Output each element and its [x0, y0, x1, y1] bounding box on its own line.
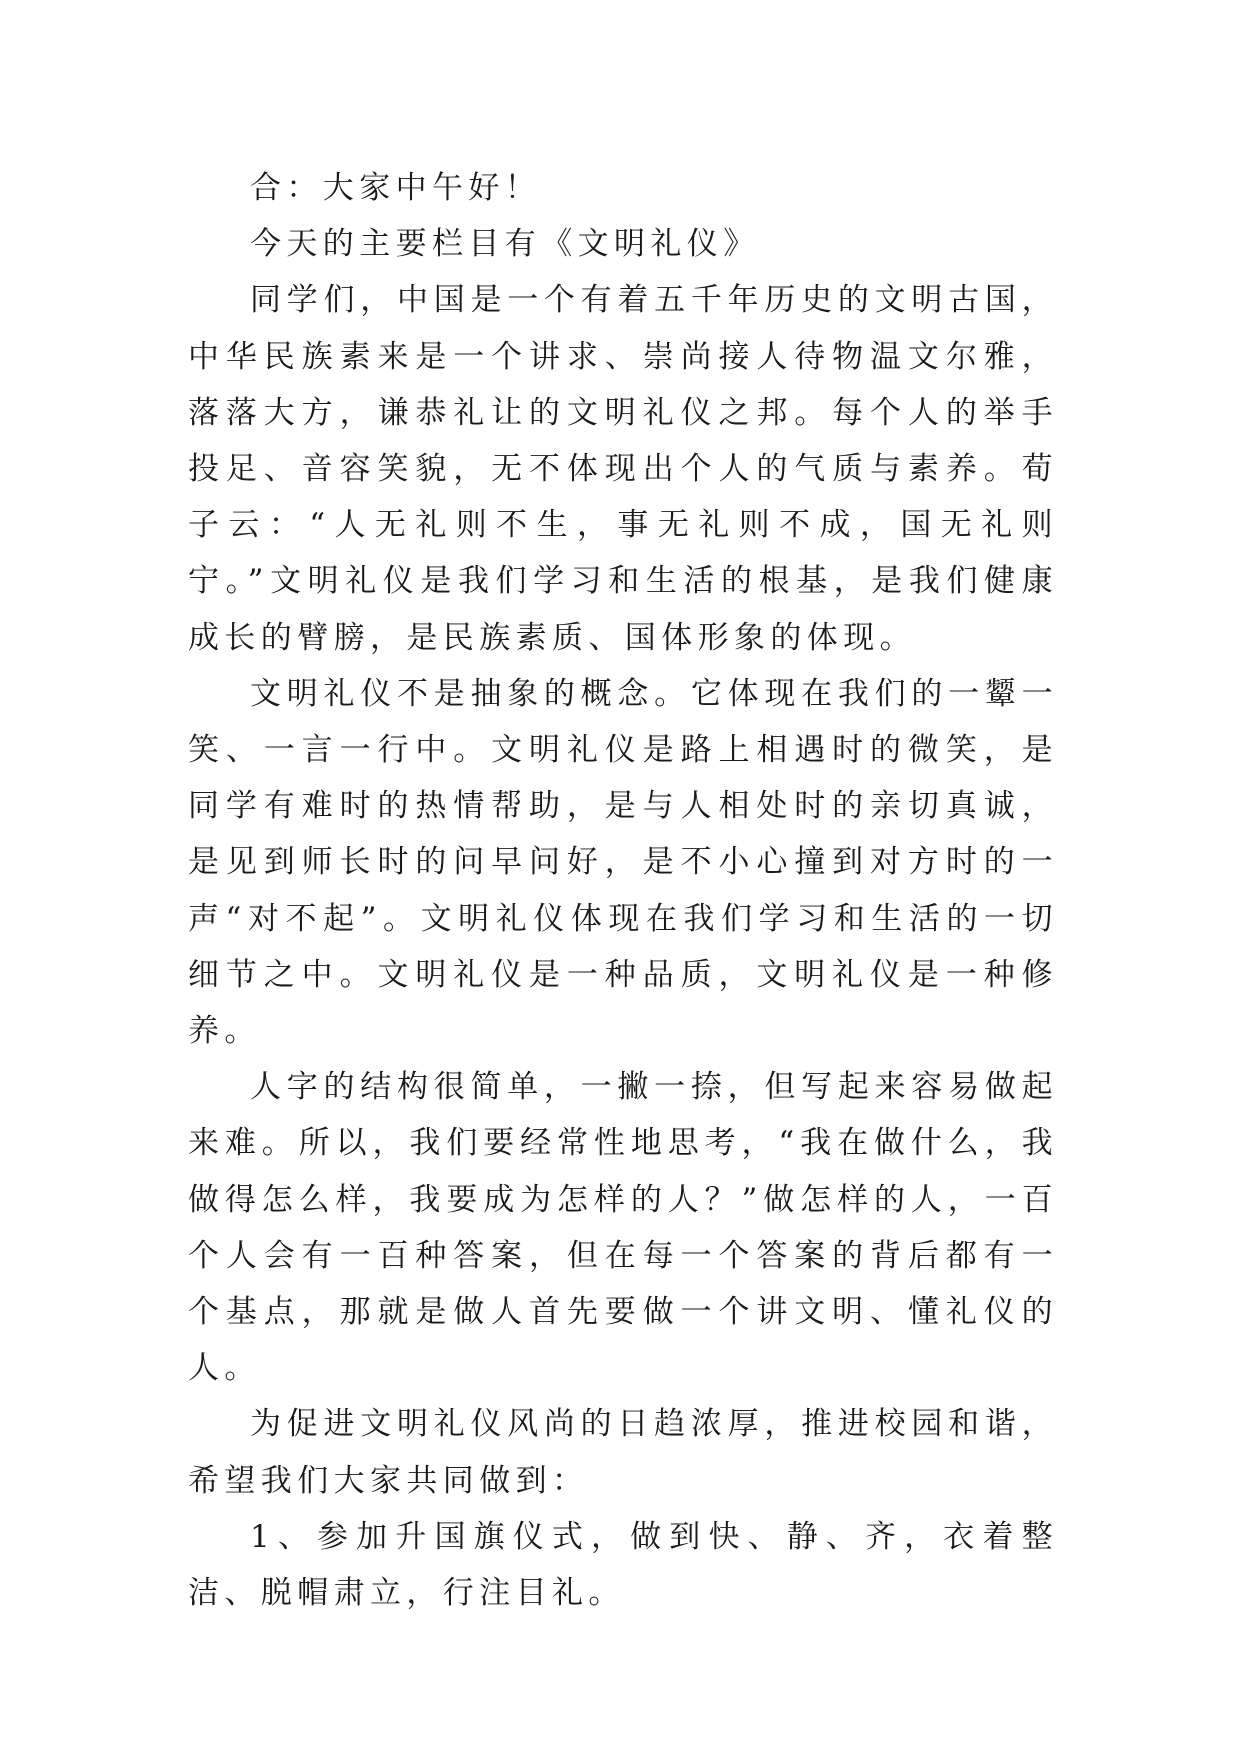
paragraph-item-1: 1、参加升国旗仪式，做到快、静、齐，衣着整洁、脱帽肃立，行注目礼。 — [188, 1518, 1058, 1612]
program-paragraph: 今天的主要栏目有《文明礼仪》 — [250, 226, 760, 263]
paragraph-civilization: 同学们，中国是一个有着五千年历史的文明古国，中华民族素来是一个讲求、崇尚接人待物温文尔雅，落落大方，谦恭礼让的文明礼仪之邦。每个人的举手投足、音容笑貌，无不体现出个人的气质与素养。荀子云：“人无礼则不生，事无礼则不成，国无礼则宁。”文明礼仪是我们学习和生活的根基，是我们健康成长的臂膀，是民族素质、国体形象的体现。 — [188, 282, 1058, 656]
greeting-paragraph: 合：大家中午好！ — [250, 170, 542, 206]
paragraph-etiquette-concept: 文明礼仪不是抽象的概念。它体现在我们的一颦一笑、一言一行中。文明礼仪是路上相遇时的微笑，是同学有难时的热情帮助，是与人相处时的亲切真诚，是见到师长时的问早问好，是不小心撞到对方时的一声“对不起”。文明礼仪体现在我们学习和生活的一切细节之中。文明礼仪是一种品质，文明礼仪是一种修养。 — [188, 675, 1058, 1050]
paragraph-hope: 为促进文明礼仪风尚的日趋浓厚，推进校园和谐，希望我们大家共同做到： — [188, 1406, 1058, 1499]
paragraph-person-character: 人字的结构很简单，一撇一捺，但写起来容易做起来难。所以，我们要经常性地思考，“我在做什么，我做得怎么样，我要成为怎样的人？”做怎样的人，一百个人会有一百种答案，但在每一个答案的背后都有一个基点，那就是做人首先要做一个讲文明、懂礼仪的人。 — [188, 1069, 1058, 1387]
document-body — [188, 160, 1058, 1621]
